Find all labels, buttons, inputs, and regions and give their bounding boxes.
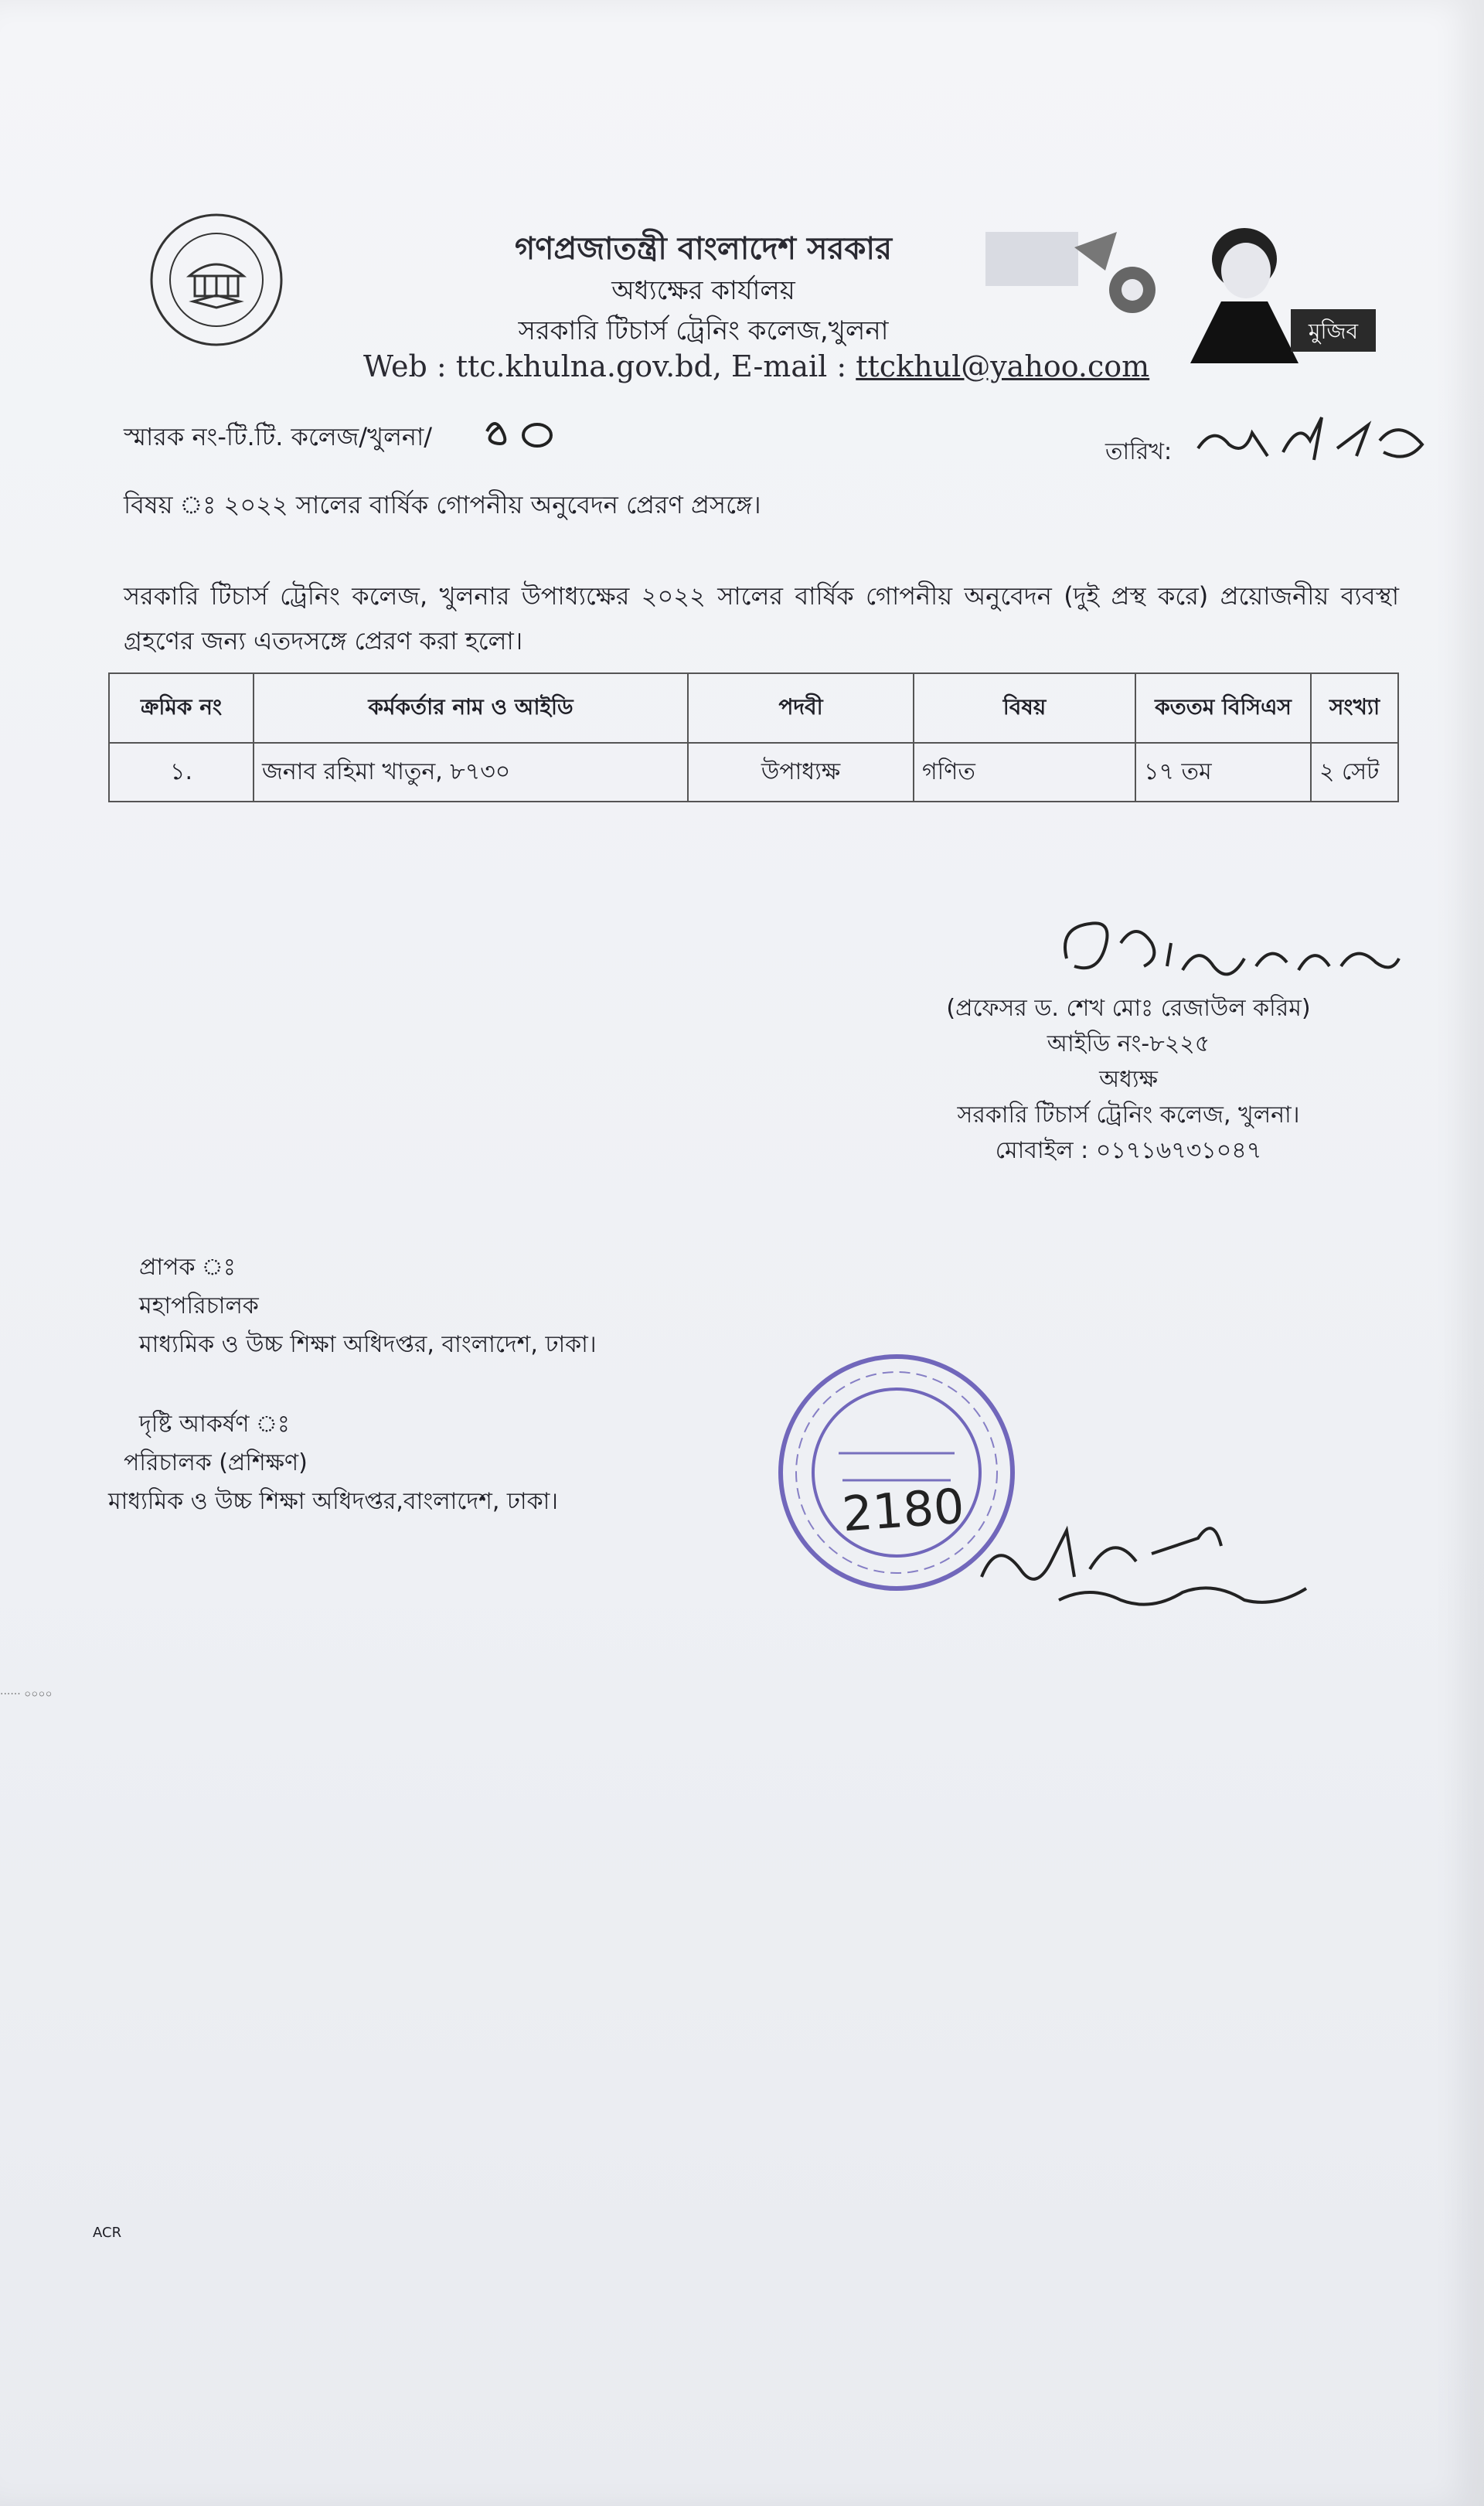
- cell-bcs-batch: ১৭ তম: [1135, 743, 1311, 802]
- col-count: সংখ্যা: [1311, 673, 1398, 743]
- receiver-date: [850, 1577, 854, 1578]
- cell-serial: ১.: [109, 743, 254, 802]
- date-label: তারিখ:: [1105, 438, 1173, 465]
- college-seal-logo: [147, 210, 286, 349]
- cell-designation: উপাধ্যক্ষ: [688, 743, 914, 802]
- cell-name-id: জনাব রহিমা খাতুন, ৮৭৩০: [254, 743, 688, 802]
- web-email-line: [363, 349, 1229, 383]
- acr-footer: ACR: [93, 2225, 122, 2241]
- recipient-line1: মহাপরিচালক: [139, 1292, 259, 1319]
- web-label: Web : ttc.khulna.gov.bd, E-mail :: [363, 349, 856, 383]
- signatory-name: (প্রফেসর ড. শেখ মোঃ রেজাউল করিম): [946, 995, 1311, 1022]
- col-bcs-batch: কততম বিসিএস: [1135, 673, 1311, 743]
- attention-label: দৃষ্টি আকর্ষণ ঃ: [139, 1411, 290, 1438]
- col-subject: বিষয়: [914, 673, 1135, 743]
- col-designation: পদবী: [688, 673, 914, 743]
- signatory-college: সরকারি টিচার্স ট্রেনিং কলেজ, খুলনা।: [957, 1101, 1300, 1129]
- office-title: অধ্যক্ষের কার্যালয়: [611, 275, 795, 306]
- memo-number-label: স্মারক নং-টি.টি. কলেজ/খুলনা/: [124, 422, 433, 451]
- table-header-row: [109, 673, 1398, 743]
- receiver-handwritten-note: [966, 1484, 1329, 1616]
- signatory-id: আইডি নং-৮২২৫: [1047, 1030, 1210, 1057]
- date-handwritten: [1190, 410, 1438, 472]
- subject-line: বিষয় ঃ ২০২২ সালের বার্ষিক গোপনীয় অনুবেদন প্রেরণ প্রসঙ্গে।: [124, 490, 761, 519]
- recipient-block: [139, 1248, 597, 1364]
- signatory-mobile: মোবাইল : ০১৭১৬৭৩১০৪৭: [995, 1137, 1262, 1164]
- digital-bangladesh-logo: [982, 224, 1159, 325]
- college-title: সরকারি টিচার্স ট্রেনিং কলেজ,খুলনা: [518, 315, 889, 346]
- col-serial: ক্রমিক নং: [109, 673, 254, 743]
- signature-block: [850, 991, 1407, 1169]
- col-name-id: কর্মকর্তার নাম ও আইডি: [254, 673, 688, 743]
- officer-table: [108, 672, 1399, 802]
- edge-mark: ······ ০০০০: [0, 1688, 53, 1701]
- attention-line2: মাধ্যমিক ও উচ্চ শিক্ষা অধিদপ্তর,বাংলাদেশ, ঢাকা।: [108, 1488, 559, 1515]
- table-row: [109, 743, 1398, 802]
- email-link[interactable]: ttckhul@yahoo.com: [856, 349, 1150, 383]
- attention-line1: পরিচালক (প্রশিক্ষণ): [124, 1449, 308, 1476]
- mujib-logo-text: মুজিব: [1308, 318, 1359, 344]
- recipient-label: প্রাপক ঃ: [139, 1254, 236, 1281]
- memo-number-handwritten: [479, 408, 572, 455]
- cell-count: ২ সেট: [1311, 743, 1398, 802]
- recipient-line2: মাধ্যমিক ও উচ্চ শিক্ষা অধিদপ্তর, বাংলাদেশ, ঢাকা।: [139, 1331, 597, 1358]
- body-paragraph: সরকারি টিচার্স ট্রেনিং কলেজ, খুলনার উপাধ্যক্ষের ২০২২ সালের বার্ষিক গোপনীয় অনুবেদন (দুই প্রস্থ করে) প্রয়োজনীয় ব্যবস্থা গ্রহণের জন্য এতদসঙ্গে প্রেরণ করা হলো।: [124, 581, 1399, 655]
- attention-block: [108, 1405, 558, 1521]
- cell-subject: গণিত: [914, 743, 1135, 802]
- stamp-number: 2180: [840, 1477, 966, 1543]
- mujib-borsho-logo: [1175, 216, 1391, 363]
- signatory-designation: অধ্যক্ষ: [1099, 1066, 1158, 1093]
- government-title: গণপ্রজাতন্ত্রী বাংলাদেশ সরকার: [515, 231, 892, 267]
